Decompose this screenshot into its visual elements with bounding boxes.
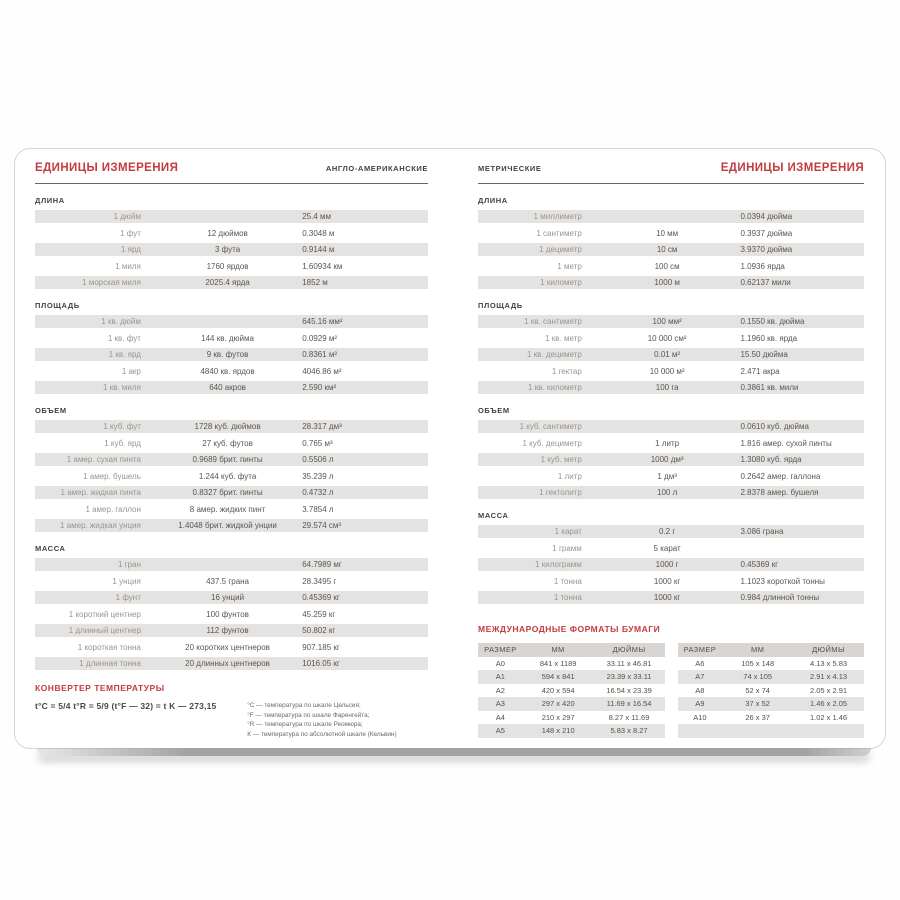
cell-unit-name: 1 куб. сантиметр [519,422,582,431]
cell-equivalent: 100 га [655,383,679,392]
table-row [478,276,864,289]
cell-converted-value: 35.239 л [302,471,334,481]
cell-converted-value: 0.0610 куб. дюйма [740,422,809,431]
cell-unit-name: 1 кв. ярд [108,350,141,359]
table-row [478,243,864,256]
cell-equivalent: 1 литр [655,438,680,448]
page-subtitle: АНГЛО-АМЕРИКАНСКИЕ [325,164,428,173]
cell-size-name: A2 [495,685,505,695]
cell-unit-name: 1 длинная тонна [79,659,141,668]
section-heading: МАССА [35,544,66,553]
table-row [35,365,428,378]
table-row [35,608,428,621]
cell-unit-name: 1 карат [554,527,582,536]
cell-converted-value: 4046.86 м² [302,366,342,376]
cell-unit-name: 1 кв. километр [527,383,582,392]
cell-size-inches: 4.13 x 5.83 [809,658,848,668]
cell-size-mm: 148 x 210 [541,726,575,736]
table-row [478,227,864,240]
cell-size-inches: 8.27 x 11.69 [608,712,650,722]
cell-size-inches: 23.39 x 33.11 [606,672,652,682]
cell-size-inches: 11.69 x 16.54 [606,699,652,709]
cell-converted-value: 3.7854 л [302,504,334,514]
paper-format-row [678,684,865,698]
cell-size-name: A5 [495,726,505,736]
cell-unit-name: 1 амер. жидкая пинта [60,488,141,497]
cell-size-inches: 33.11 x 46.81 [606,658,652,668]
table-row [35,243,428,256]
cell-equivalent: 8 амер. жидких пинт [189,504,266,514]
table-row [35,260,428,273]
cell-equivalent: 100 фунтов [206,609,249,619]
cell-size-name: A7 [695,672,705,682]
cell-unit-name: 1 кв. фут [107,333,141,343]
cell-equivalent: 0.8327 брит. пинты [192,488,263,497]
cell-unit-name: 1 фут [120,228,141,238]
table-row [35,437,428,450]
paper-format-row [478,697,665,711]
table-row [35,657,428,670]
cell-equivalent: 5 карат [653,543,681,553]
cell-converted-value: 1.1960 кв. ярда [740,333,798,343]
cell-converted-value: 0.9144 м [302,245,335,254]
cell-unit-name: 1 миля [115,261,141,271]
cell-equivalent: 640 акров [209,383,246,392]
temperature-converter-heading: КОНВЕРТЕР ТЕМПЕРАТУРЫ [35,683,165,693]
column-header: ДЮЙМЫ [812,645,845,655]
left-page-header [35,162,428,184]
cell-unit-name: 1 гектар [551,366,582,376]
cell-converted-value: 0.5506 л [302,455,334,464]
paper-format-row [478,724,665,738]
cell-unit-name: 1 акр [121,366,141,376]
cell-equivalent: 10 мм [656,228,679,238]
paper-format-tables [478,643,864,738]
note-fahrenheit: °F — температура по шкале Фаренгейта; [247,711,370,719]
cell-size-inches: 2.91 x 4.13 [809,672,848,682]
cell-unit-name: 1 тонна [553,593,582,602]
section-table [478,315,864,394]
cell-equivalent: 437.5 грана [206,576,250,586]
cell-unit-name: 1 фунт [115,593,141,602]
cell-unit-name: 1 гектолитр [539,488,582,497]
paper-format-row [678,697,865,711]
cell-size-inches: 1.46 x 2.05 [809,699,848,709]
cell-equivalent: 10 см [656,245,678,254]
table-row [478,558,864,571]
section-heading: ПЛОЩАДЬ [478,301,523,310]
cell-size-mm: 841 x 1189 [539,658,577,668]
table-row [35,210,428,223]
table-row [478,348,864,361]
cell-equivalent: 1.4048 брит. жидкой унции [178,521,277,530]
table-row [478,525,864,538]
cell-unit-name: 1 тонна [553,576,582,586]
section-heading: ДЛИНА [478,196,508,205]
cell-unit-name: 1 амер. сухая пинта [66,455,141,464]
cell-equivalent: 20 длинных центнеров [185,659,270,668]
table-row [35,315,428,328]
column-header: ДЮЙМЫ [612,645,646,655]
table-row [478,575,864,588]
table-row [35,641,428,654]
page-title: ЕДИНИЦЫ ИЗМЕРЕНИЯ [35,162,179,174]
cell-equivalent: 100 мм² [652,317,682,326]
cell-equivalent: 2025.4 ярда [205,278,250,287]
table-row [35,348,428,361]
cell-unit-name: 1 килограмм [535,560,582,569]
cell-size-name: A4 [495,712,505,722]
section-table [35,420,428,532]
section-heading: ОБЪЕМ [35,406,67,415]
cell-size-mm: 594 x 841 [541,672,575,682]
cell-unit-name: 1 кв. дюйм [101,317,141,326]
cell-converted-value: 907.185 кг [302,642,340,652]
table-row [478,332,864,345]
column-header: РАЗМЕР [484,645,517,655]
unit-section [478,196,864,289]
table-row [35,486,428,499]
cell-unit-name: 1 гран [117,560,141,569]
cell-size-inches: 2.05 x 2.91 [809,685,848,695]
cell-size-mm: 26 x 37 [745,712,770,722]
cell-equivalent: 9 кв. футов [206,350,249,359]
cell-equivalent: 0.01 м² [654,350,681,359]
table-row [478,486,864,499]
cell-size-mm: 52 x 74 [745,685,770,695]
temperature-notes [247,701,428,739]
cell-converted-value: 0.45369 кг [302,593,340,602]
cell-size-name: A8 [695,685,705,695]
cell-size-inches: 16.54 x 23.39 [606,685,652,695]
cell-converted-value: 25.4 мм [302,212,332,221]
cell-converted-value: 0.2642 амер. галлона [740,471,821,481]
table-row [35,381,428,394]
cell-unit-name: 1 морская миля [82,278,141,287]
cell-size-name: A0 [495,658,505,668]
cell-equivalent: 20 коротких центнеров [185,642,270,652]
column-header: ММ [751,645,765,655]
cell-converted-value: 2.590 км² [302,383,337,392]
cell-unit-name: 1 метр [557,261,582,271]
cell-converted-value: 64.7989 мг [302,560,342,569]
paper-format-header-row [678,643,865,657]
table-row [35,332,428,345]
cell-equivalent: 100 см [654,261,680,271]
cell-size-mm: 297 x 420 [541,699,575,709]
cell-unit-name: 1 дюйм [113,212,141,221]
cell-unit-name: 1 грамм [552,543,582,553]
cell-equivalent: 12 дюймов [207,228,248,238]
cell-converted-value: 1.816 амер. сухой пинты [740,438,832,448]
unit-section [35,196,428,289]
cell-converted-value: 1.60934 км [302,261,343,271]
cell-converted-value: 15.50 дюйма [740,350,788,359]
cell-unit-name: 1 литр [557,471,582,481]
cell-converted-value: 29.574 см³ [302,521,342,530]
table-row [478,260,864,273]
section-heading: ОБЪЕМ [478,406,510,415]
cell-equivalent: 3 фута [214,245,241,254]
paper-format-row [678,711,865,725]
cell-converted-value: 1016.05 кг [302,659,340,668]
table-row [478,365,864,378]
column-header: ММ [551,645,565,655]
cell-unit-name: 1 короткая тонна [77,642,141,652]
cell-converted-value: 0.3048 м [302,228,335,238]
cell-equivalent: 1000 дм³ [650,455,684,464]
section-table [478,210,864,289]
cell-equivalent: 1.244 куб. фута [198,471,257,481]
cell-converted-value: 45.259 кг [302,609,336,619]
cell-converted-value: 0.3861 кв. мили [740,383,799,392]
table-row [35,591,428,604]
section-heading: ПЛОЩАДЬ [35,301,80,310]
cell-size-mm: 210 x 297 [541,712,575,722]
page-subtitle: МЕТРИЧЕСКИЕ [478,164,542,173]
cell-converted-value: 0.984 длинной тонны [740,593,820,602]
page-anglo-american [15,149,450,748]
cell-converted-value: 3.086 грана [740,527,784,536]
cell-size-name: A10 [693,712,707,722]
section-table [35,315,428,394]
cell-equivalent: 10 000 см² [647,333,687,343]
cell-converted-value: 0.45369 кг [740,560,779,569]
diary-spread [14,148,886,749]
cell-equivalent: 1000 кг [653,576,681,586]
cell-unit-name: 1 кв. сантиметр [524,317,582,326]
cell-converted-value: 0.0929 м² [302,333,338,343]
cell-equivalent: 112 фунтов [206,626,249,635]
table-row [478,437,864,450]
cell-size-name: A3 [495,699,505,709]
unit-section [35,406,428,532]
cell-size-mm: 105 x 148 [741,658,775,668]
column-header: РАЗМЕР [683,645,717,655]
note-kelvin: К — температура по абсолютной шкале (Кельвин) [247,730,397,738]
table-row [478,420,864,433]
cell-converted-value: 28.3495 г [302,576,337,586]
cell-unit-name: 1 дециметр [539,245,582,254]
cell-size-name: A6 [695,658,705,668]
section-heading: МАССА [478,511,509,520]
cell-equivalent: 1760 ярдов [206,261,249,271]
paper-format-row [678,724,865,738]
cell-unit-name: 1 амер. жидкая унция [59,521,141,530]
temperature-converter-body [35,701,428,739]
cell-unit-name: 1 куб. фут [103,422,141,431]
paper-format-header-row [478,643,665,657]
unit-section [478,511,864,604]
unit-section [478,406,864,499]
cell-equivalent: 1728 куб. дюймов [194,422,261,431]
cell-unit-name: 1 амер. бушель [83,471,141,481]
table-row [35,624,428,637]
cell-converted-value: 3.9370 дюйма [740,245,793,254]
right-page-header [478,162,864,184]
cell-converted-value: 0.4732 л [302,488,334,497]
cell-equivalent: 144 кв. дюйма [201,333,254,343]
cell-equivalent: 4840 кв. ярдов [200,366,255,376]
cell-equivalent: 1 дм³ [657,471,677,481]
unit-section [35,544,428,670]
table-row [35,575,428,588]
table-row [35,227,428,240]
section-heading: ДЛИНА [35,196,65,205]
table-row [35,519,428,532]
cell-converted-value: 1.3080 куб. ярда [740,455,802,464]
cell-equivalent: 100 л [657,488,678,497]
paper-formats-heading: МЕЖДУНАРОДНЫЕ ФОРМАТЫ БУМАГИ [478,624,661,634]
cell-unit-name: 1 амер. галлон [85,504,141,514]
note-celsius: °C — температура по шкале Цельсия; [247,702,361,709]
cell-unit-name: 1 куб. метр [540,455,582,464]
table-row [35,470,428,483]
table-row [35,453,428,466]
cell-unit-name: 1 сантиметр [536,228,582,238]
cell-size-name: A1 [495,672,505,682]
right-sections [478,196,864,604]
cell-converted-value: 645.16 мм² [302,317,343,326]
cell-unit-name: 1 кв. миля [103,383,141,392]
cell-equivalent: 10 000 м² [649,366,685,376]
cell-size-mm: 37 x 52 [745,699,770,709]
cell-size-inches: 1.02 x 1.46 [809,712,848,722]
table-row [478,315,864,328]
table-row [478,591,864,604]
cell-equivalent: 27 куб. футов [202,438,253,448]
cell-unit-name: 1 куб. дециметр [522,438,582,448]
cell-converted-value: 28.317 дм³ [302,422,342,431]
cell-converted-value: 0.0394 дюйма [740,212,793,221]
paper-format-row [478,657,665,671]
temperature-formula: t°C = 5/4 t°R = 5/9 (t°F — 32) = t K — 273,15 [35,701,217,711]
cell-equivalent: 1000 кг [653,593,681,602]
paper-format-row [678,657,865,671]
table-row [35,276,428,289]
cell-converted-value: 2.471 акра [740,366,780,376]
section-table [35,558,428,670]
table-row [478,210,864,223]
cell-converted-value: 0.765 м³ [302,438,333,448]
page-title: ЕДИНИЦЫ ИЗМЕРЕНИЯ [720,162,864,174]
table-row [35,420,428,433]
table-row [478,470,864,483]
section-table [478,420,864,499]
unit-section [35,301,428,394]
cell-unit-name: 1 миллиметр [533,212,582,221]
section-table [35,210,428,289]
cell-equivalent: 16 унций [211,593,245,602]
cell-unit-name: 1 короткий центнер [68,609,141,619]
cell-converted-value: 0.1550 кв. дюйма [740,317,805,326]
paper-formats [478,624,864,738]
cell-converted-value: 1.1023 короткой тонны [740,576,825,586]
unit-section [478,301,864,394]
paper-format-row [478,711,665,725]
page-metric [450,149,885,748]
left-sections [35,196,428,670]
table-row [478,453,864,466]
cell-converted-value: 1.0936 ярда [740,261,785,271]
cell-converted-value: 0.3937 дюйма [740,228,793,238]
table-row [478,381,864,394]
cell-unit-name: 1 унция [112,576,141,586]
cell-unit-name: 1 километр [540,278,582,287]
paper-format-row [478,684,665,698]
table-row [35,503,428,516]
table-row [478,542,864,555]
table-row [35,558,428,571]
cell-equivalent: 1000 г [655,560,679,569]
cell-equivalent: 1000 м [654,278,680,287]
cell-equivalent: 0.9689 брит. пинты [192,455,263,464]
note-reaumur: °R — температура по шкале Реомюра; [247,721,363,729]
cell-size-mm: 74 x 105 [743,672,773,682]
cell-equivalent: 0.2 г [659,527,676,536]
paper-format-table [678,643,865,738]
cell-unit-name: 1 кв. дециметр [526,350,582,359]
cell-size-mm: 420 x 594 [541,685,575,695]
temperature-converter [35,683,428,739]
paper-format-row [478,670,665,684]
cell-size-inches: 5.83 x 8.27 [610,726,648,736]
cell-converted-value: 0.8361 м² [302,350,338,359]
cell-converted-value: 0.62137 мили [740,278,791,287]
cell-converted-value: 2.8378 амер. бушеля [740,488,819,497]
cell-converted-value: 1852 м [302,278,328,287]
cell-size-name: A9 [695,699,705,709]
cell-unit-name: 1 кв. метр [545,333,582,343]
paper-format-table [478,643,665,738]
cell-unit-name: 1 длинный центнер [68,626,141,635]
section-table [478,525,864,604]
cell-unit-name: 1 ярд [120,245,141,254]
cell-converted-value: 50.802 кг [302,626,336,635]
paper-format-row [678,670,865,684]
cell-unit-name: 1 куб. ярд [104,438,141,448]
